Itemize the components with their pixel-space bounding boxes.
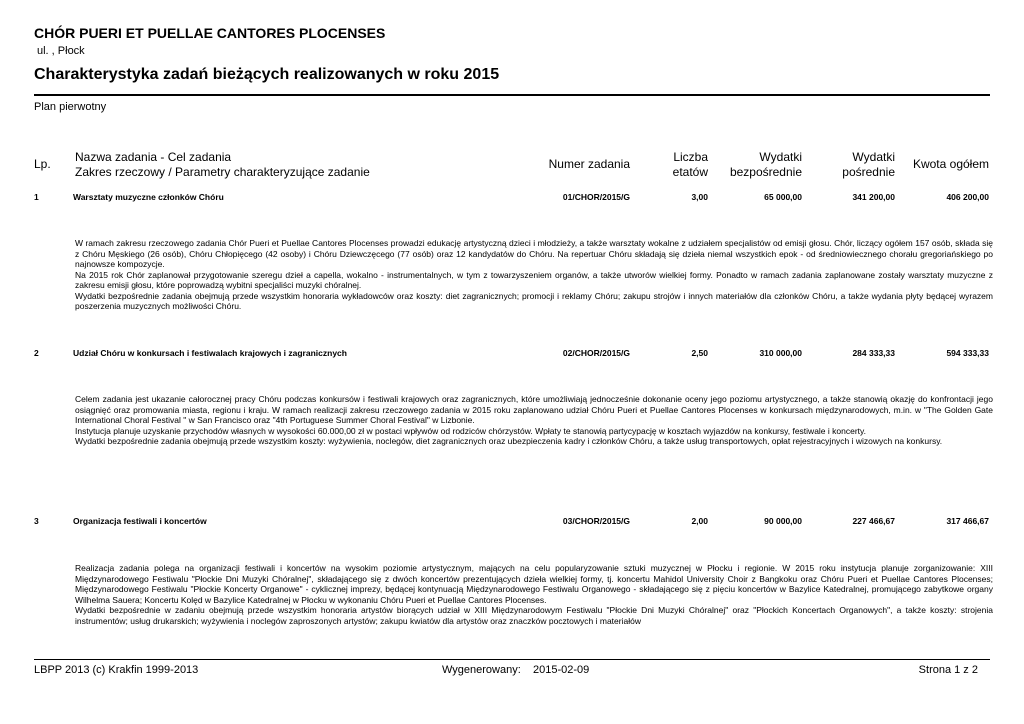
task-total: 406 200,00 bbox=[946, 192, 989, 202]
footer-generated-date: 2015-02-09 bbox=[533, 664, 590, 676]
task-description-paragraph: Celem zadania jest ukazanie całorocznej pracy Chóru podczas konkursów i festiwali krajowych oraz zagranicznych, które umożliwiają jednocześnie dokonanie oceny jego poziomu artystycznego, a także stanowią okazję do konfrontacji jego osiągnięć oraz promowania miasta, regionu i kraju. W ramach realizacji zakresu rzeczowego zadania w 2015 roku zaplanowano udział Chóru Pueri et Puellae Cantores Plocenses w konkursach międzynarodowych, m.in. w "The Golden Gate International Choral Festival " w San Francisco oraz "4th Portuguese Summer Choral Festival" w Lizbonie. bbox=[75, 394, 993, 425]
task-description-paragraph: Wydatki bezpośrednie zadania obejmują przede wszystkim koszty: wyżywienia, noclegów, diet zagranicznych oraz ubezpieczenia kadry i członków Chóru, a także usług transportowych, opłat rejestracyjnych i wizowych na konkursy. bbox=[75, 436, 943, 446]
column-header-total: Kwota ogółem bbox=[912, 157, 989, 171]
task-etaty: 3,00 bbox=[691, 192, 708, 202]
header-rule bbox=[34, 94, 990, 96]
organization-name: CHÓR PUERI ET PUELLAE CANTORES PLOCENSES bbox=[34, 25, 386, 41]
task-indirect-expenses: 284 333,33 bbox=[852, 348, 895, 358]
task-name: Warsztaty muzyczne członków Chóru bbox=[73, 192, 224, 202]
column-header-name-line1: Nazwa zadania - Cel zadania bbox=[75, 150, 232, 164]
task-description-paragraph: Na 2015 rok Chór zaplanował przygotowanie szeregu dzieł a capella, wokalno - instrumentalnych, w tym z towarzyszeniem organów, a także utworów wielkiej formy. Ponadto w ramach zadania zaplanowane zostały warsztaty muzyczne z zakresu emisji głosu, które poprowadzą wybitni specjaliści muzyki chóralnej. bbox=[75, 269, 993, 290]
task-direct-expenses: 310 000,00 bbox=[759, 348, 802, 358]
task-total: 594 333,33 bbox=[946, 348, 989, 358]
task-etaty: 2,50 bbox=[691, 348, 708, 358]
task-lp: 1 bbox=[34, 192, 39, 202]
task-indirect-expenses: 341 200,00 bbox=[852, 192, 895, 202]
task-number: 02/CHOR/2015/G bbox=[562, 348, 630, 358]
task-name: Organizacja festiwali i koncertów bbox=[73, 516, 207, 526]
footer-page-number: Strona 1 z 2 bbox=[918, 664, 978, 676]
footer-software: LBPP 2013 (c) Krakfin 1999-2013 bbox=[34, 664, 199, 676]
column-header-etaty bbox=[640, 150, 708, 180]
footer-rule bbox=[34, 659, 990, 660]
task-description-paragraph: W ramach zakresu rzeczowego zadania Chór Pueri et Puellae Cantores Plocenses prowadzi edukację artystyczną dzieci i młodzieży, a także warsztaty wokalne z udziałem specjalistów od emisji głosu. Chór, liczący ogółem 157 osób, składa się z Chóru Męskiego (26 osób), Chóru Chłopięcego (42 osoby) i Chóru Dziewczęcego (77 osób) oraz 12 kandydatów do Chóru. Na repertuar Chóru składają się dzieła niemal wszystkich epok - od średniowiecznego chorału gregoriańskiego po najnowsze kompozycje. bbox=[75, 238, 993, 269]
column-header-direct-line2: bezpośrednie bbox=[729, 165, 802, 179]
task-indirect-expenses: 227 466,67 bbox=[852, 516, 895, 526]
column-header-indirect-line1: Wydatki bbox=[852, 150, 895, 164]
task-number: 03/CHOR/2015/G bbox=[562, 516, 630, 526]
column-header-indirect-line2: pośrednie bbox=[842, 165, 895, 179]
task-description-paragraph: Wydatki bezpośrednie zadania obejmują przede wszystkim honoraria wykładowców oraz koszty: diet zagranicznych; promocji i reklamy Chóru; zakupu strojów i innych materiałów dla członków Chóru, a także wydania płyty będącej wyrazem poszerzenia muzycznych możliwości Chóru. bbox=[75, 290, 993, 311]
column-header-direct bbox=[720, 150, 802, 180]
column-header-name bbox=[75, 150, 370, 180]
task-etaty: 2,00 bbox=[691, 516, 708, 526]
organization-address: ul. , Płock bbox=[37, 45, 85, 57]
task-description bbox=[75, 238, 993, 312]
task-lp: 2 bbox=[34, 348, 39, 358]
footer-generated-label: Wygenerowany: bbox=[442, 664, 521, 676]
column-header-etaty-line2: etatów bbox=[672, 165, 708, 179]
document-title: Charakterystyka zadań bieżących realizowanych w roku 2015 bbox=[34, 66, 500, 83]
task-lp: 3 bbox=[34, 516, 39, 526]
column-header-etaty-line1: Liczba bbox=[673, 150, 708, 164]
column-header-lp: Lp. bbox=[34, 157, 51, 171]
footer-generated bbox=[442, 664, 589, 676]
task-direct-expenses: 65 000,00 bbox=[764, 192, 802, 202]
column-header-name-line2: Zakres rzeczowy / Parametry charakteryzujące zadanie bbox=[75, 165, 370, 179]
column-header-number: Numer zadania bbox=[548, 157, 630, 171]
task-description-paragraph: Instytucja planuje uzyskanie przychodów własnych w wysokości 60.000,00 zł w postaci wpływów od rodziców chórzystów. Wpłaty te stanowią partycypację w kosztach wyjazdów na konkursy, festiwale i koncerty. bbox=[75, 425, 867, 436]
task-description bbox=[75, 563, 993, 626]
task-name: Udział Chóru w konkursach i festiwalach krajowych i zagranicznych bbox=[73, 348, 347, 358]
task-description-paragraph: Wydatki bezpośrednie w zadaniu obejmują przede wszystkim honoraria artystów biorących udział w XIII Międzynarodowym Festiwalu "Płockie Dni Muzyki Chóralnej" oraz "Płockich Koncertach Organowych", a także koszty: strojenia instrumentów; usług drukarskich; wyżywienia i noclegów zaproszonych artystów; zakupu kwiatów dla artystów oraz znaczków pocztowych i materiałów bbox=[75, 605, 993, 626]
task-number: 01/CHOR/2015/G bbox=[562, 192, 630, 202]
column-header-direct-line1: Wydatki bbox=[759, 150, 802, 164]
task-direct-expenses: 90 000,00 bbox=[764, 516, 802, 526]
plan-label: Plan pierwotny bbox=[34, 101, 107, 113]
column-header-indirect bbox=[810, 150, 895, 180]
task-description bbox=[75, 394, 993, 447]
task-description-paragraph: Realizacja zadania polega na organizacji festiwali i koncertów na wysokim poziomie artystycznym, mających na celu popularyzowanie sztuki muzycznej w Płocku i regionie. W 2015 roku instytucja planuje zorganizowanie: XIII Międzynarodowego Festiwalu "Płockie Dni Muzyki Chóralnej", składającego się z dwóch koncertów prezentujących dzieła wielkiej formy, tj. koncertu Mahidol University Choir z Bangkoku oraz Chóru Pueri et Puellae Cantores Plocenses; Międzynarodowego Festiwalu "Płockie Koncerty Organowe" - cyklicznej imprezy, będącej kontynuacją Międzynarodowego Festiwalu Organowego - składającego się z pięciu koncertów w Bazylice Katedralnej, promującego zabytkowe organy Wilhelma Sauera; Koncertu Kolęd w Bazylice Katedralnej w Płocku w wykonaniu Chóru Pueri et Puellae Cantores Plocenses. bbox=[75, 563, 993, 605]
task-total: 317 466,67 bbox=[946, 516, 989, 526]
